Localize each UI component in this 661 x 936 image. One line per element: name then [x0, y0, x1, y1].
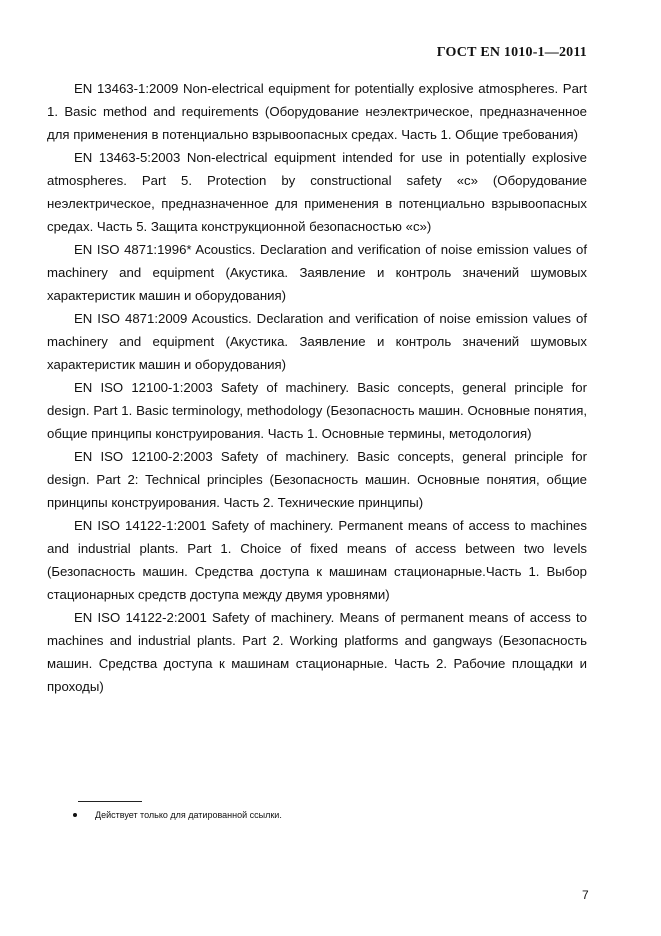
reference-en-13463-5: EN 13463-5:2003 Non-electrical equipment intended for use in potentially explosive atmospheres. Part 5. Protection by constructional safety «c» (Оборудование неэлектрическое, предназначенное для применения в потенциально взрывоопасных средах. Часть 5. Защита конструкционной безопасностью «c»)	[47, 150, 587, 234]
reference-en-iso-14122-2: EN ISO 14122-2:2001 Safety of machinery. Means of permanent means of access to machines and industrial plants. Part 2. Working platforms and gangways (Безопасность машин. Средства доступа к машинам стационарные. Часть 2. Рабочие площадки и проходы)	[47, 610, 587, 694]
footnote-separator	[78, 801, 142, 802]
reference-en-iso-14122-1: EN ISO 14122-1:2001 Safety of machinery. Permanent means of access to machines and industrial plants. Part 1. Choice of fixed means of access between two levels (Безопасность машин. Средства доступа к машинам стационарные.Часть 1. Выбор стационарных средств доступа между двумя уровнями)	[47, 518, 587, 602]
bullet-icon	[73, 813, 77, 817]
document-header: ГОСТ EN 1010-1—2011	[436, 45, 587, 60]
footnote-text: Действует только для датированной ссылки.	[95, 810, 282, 820]
reference-en-13463-1: EN 13463-1:2009 Non-electrical equipment for potentially explosive atmospheres. Part 1. Basic method and requirements (Оборудование неэлектрическое, предназначенное для применения в потенциально взрывоопасных средах. Часть 1. Общие требования)	[47, 81, 587, 142]
page-number: 7	[582, 888, 589, 902]
reference-en-iso-12100-2: EN ISO 12100-2:2003 Safety of machinery. Basic concepts, general principle for design. Part 2: Technical principles (Безопасность машин. Основные понятия, общие принципы конструирования. Часть 2. Технические принципы)	[47, 449, 587, 510]
reference-en-iso-12100-1: EN ISO 12100-1:2003 Safety of machinery. Basic concepts, general principle for design. Part 1. Basic terminology, methodology (Безопасность машин. Основные понятия, общие принципы конструирования. Часть 1. Основные термины, методология)	[47, 380, 587, 441]
reference-en-iso-4871-2009: EN ISO 4871:2009 Acoustics. Declaration and verification of noise emission values of machinery and equipment (Акустика. Заявление и контроль значений шумовых характеристик машин и оборудования)	[47, 311, 587, 372]
reference-en-iso-4871-1996: EN ISO 4871:1996* Acoustics. Declaration and verification of noise emission values of machinery and equipment (Акустика. Заявление и контроль значений шумовых характеристик машин и оборудования)	[47, 242, 587, 303]
normative-references	[47, 77, 587, 698]
footnote	[73, 810, 282, 820]
